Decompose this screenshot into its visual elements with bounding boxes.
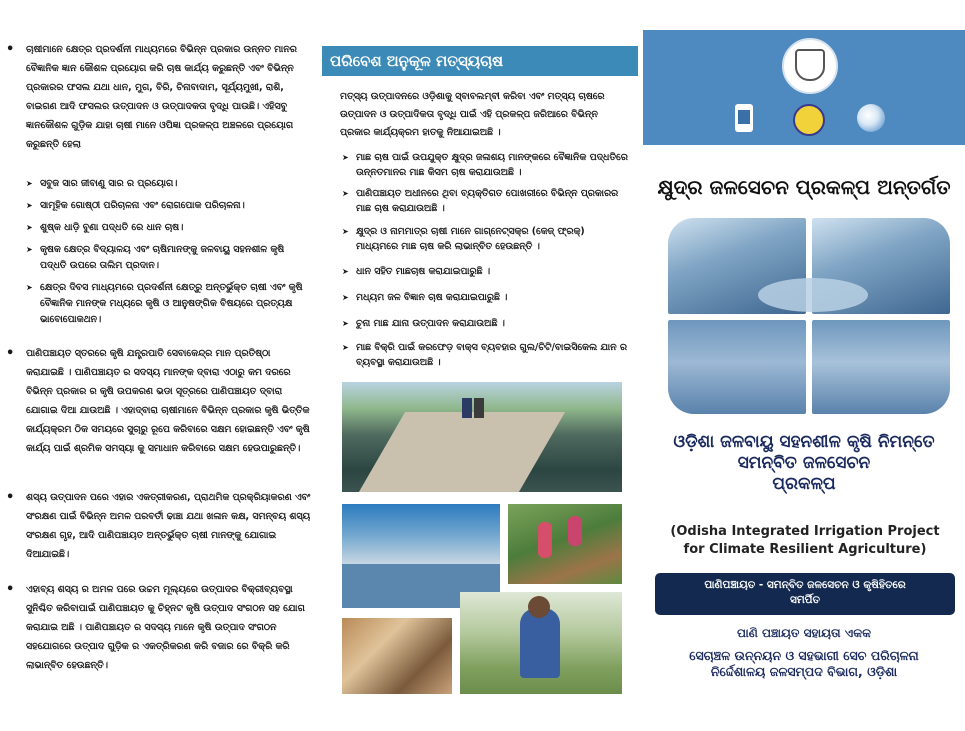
project-title: କ୍ଷୁଦ୍ର ଜଳସେଚନ ପ୍ରକଳ୍ପ ଅନ୍ତର୍ଗତ <box>657 175 951 199</box>
bullet-icon: • <box>6 42 15 57</box>
pani-panchayat-banner-line: ପାଣିପଞ୍ଚାୟତ - ସମନ୍ବିତ ଜଳସେଚନ ଓ କୃଷିହିତରେ <box>704 579 906 591</box>
odisha-emblem-icon <box>782 38 838 94</box>
arrow-icon: ➤ <box>26 283 33 292</box>
directorate-label <box>643 648 965 680</box>
arrow-icon: ➤ <box>26 179 33 188</box>
farmer-woman-photo <box>460 592 622 694</box>
project-name-english <box>655 523 955 559</box>
project-name-english-line: for Climate Resilient Agriculture) <box>683 542 927 557</box>
sub-list-item <box>26 198 312 214</box>
logo-seal-icon <box>793 104 825 136</box>
fish-catch-photo <box>342 618 452 694</box>
section-intro: ମତ୍ସ୍ୟ ଉତ୍ପାଦନରେ ଓଡ଼ିଶାକୁ ସ୍ବାବଲମ୍ବୀ କରିବା ଏବଂ ମତ୍ସ୍ୟ ଚାଷରେ ଉତ୍ପାଦନ ଓ ଉତ୍ପାଦିକତା ବୃଦ୍ଧି ପାଇଁ ଏହି ପ୍ରକଳ୍ପ ଜରିଆରେ ବିଭିନ୍ନ ପ୍ରକାର କାର୍ଯ୍ୟକ୍ରମ ହାତକୁ ନିଆଯାଇଅଛି । <box>340 91 605 138</box>
list-item-text: ଶସ୍ୟ ଉତ୍ପାଦନ ପରେ ଏହାର ଏକତ୍ରୀକରଣ, ପ୍ରାଥମିକ ପ୍ରକ୍ରିୟାକରଣ ଏବଂ ସଂରକ୍ଷଣ ପାଇଁ ବିଭିନ୍ନ ଅମଳ ପରବର୍ତୀ ଢାଞ୍ଚା ଯଥା ଖଳାନ କକ୍ଷ, ସମନ୍ବୟ ଶସ୍ୟ ସଂରକ୍ଷଣ ଗୃହ, ଆଦି ପାଣିପଞ୍ଚାୟତ ଅନ୍ତର୍ଭୁକ୍ତ ଚାଷୀ ମାନଙ୍କୁ ଯୋଗାଇ ଦିଆଯାଇଛି। <box>26 492 311 560</box>
list-item <box>342 316 628 331</box>
woman-head <box>528 596 550 618</box>
list-item-text: ମାଛ ଚାଷ ପାଇଁ ଉପଯୁକ୍ତ କ୍ଷୁଦ୍ର ଜଳାଶୟ ମାନଙ୍କରେ ବୈଜ୍ଞାନିକ ପଦ୍ଧତିରେ ଉନ୍ନତମାନର ମାଛ କିସମ ଚାଷ କରାଯାଉଅଛି । <box>356 152 628 178</box>
shrimp-hero-image <box>668 218 950 414</box>
woman-figure <box>520 608 560 678</box>
project-name-odia-line: ଓଡ଼ିଶା ଜଳବାୟୁ ସହନଶୀଳ କୃଷି ନିମନ୍ତେ <box>673 432 935 452</box>
arrow-icon: ➤ <box>342 343 349 352</box>
sub-list-item-text: ଶୁଷ୍କ ଧାଡ଼ି ବୁଣା ପଦ୍ଧତି ରେ ଧାନ ଚାଷ। <box>40 222 184 233</box>
irrigation-channel-photo <box>342 382 622 492</box>
sub-list-item-text: ସାମୂହିକ ଗୋଷ୍ଠୀ ପରିଚାଳନା ଏବଂ ରୋଗପୋକ ପରିଚାଳନା। <box>40 200 245 211</box>
arrow-icon: ➤ <box>342 293 349 302</box>
list-item <box>342 340 628 370</box>
sub-list-item-text: ସବୁଜ ସାର ଜୀବାଣୁ ସାର ର ପ୍ରୟୋଗ। <box>40 178 178 189</box>
list-item <box>6 40 311 154</box>
list-item-text: କ୍ଷୁଦ୍ର ଓ ନାମମାତ୍ର ଚାଷୀ ମାନେ ଗାଗ୍ନେଟ୍ସକ୍ର (କେଜ୍ ଫ୍ରକ୍) ମାଧ୍ୟମରେ ମାଛ ଚାଷ କରି ଲାଭାନ୍ବିତ ହେଉଛନ୍ତି । <box>356 226 585 252</box>
directorate-line: ନିର୍ଦ୍ଦେଶାଳୟ ଜଳସମ୍ପଦ ବିଭାଗ, ଓଡ଼ିଶା <box>710 664 898 679</box>
bullet-icon: • <box>6 346 15 361</box>
list-item-text: ଏହାବ୍ୟ ଶସ୍ୟ ର ଅମଳ ପରେ ଉଚ୍ଚମ ମୂଲ୍ୟରେ ଉତ୍ପାଦର ବିକ୍ରୀବ୍ୟବସ୍ଥା ସୁନିଶ୍ଚିତ କରିବାପାଇଁ ପାଣିପଞ୍ଚାୟତ କୁ ଚିହ୍ନଟ କୃଷି ଉତ୍ପାଦ ସଂଗଠନ ସହ ଯୋଗ କରାଯାଇ ଅଛି । ପାଣିପଞ୍ଚାୟତ ର ସଦସ୍ୟ ମାନେ କୃଷି ଉତ୍ପାଦ ସଂଗଠନ ସହଯୋଗରେ ଉତ୍ପାଦ ଗୁଡ଼ିକ ର ଏକତ୍ରିକରଣ କରି ବଜାର ରେ ବିକ୍ରି କରି ଲାଭାନ୍ବିତ ହେଉଛନ୍ତି। <box>26 584 305 671</box>
arrow-icon: ➤ <box>342 189 349 198</box>
sub-list-item <box>26 220 312 236</box>
list-item <box>342 264 628 279</box>
list-item-text: ଚୁନା ମାଛ ଯାନା ଉତ୍ପାଦନ କରାଯାଉଅଛି । <box>356 318 505 329</box>
sub-list-item <box>26 176 312 192</box>
sub-list-item-text: କୃଷକ କ୍ଷେତ୍ର ବିଦ୍ୟାଳୟ ଏବଂ ଚାଷିମାନଙ୍କୁ ଜଳବାୟୁ ସହନଶୀଳ କୃଷି ପଦ୍ଧତି ଉପରେ ତାଲିମ ପ୍ରଦାନ। <box>40 244 285 271</box>
project-name-odia <box>643 432 965 495</box>
logo-cadaf-icon <box>735 104 753 132</box>
sub-list-item <box>26 242 312 274</box>
directorate-line: ସେଚାଞ୍ଚଳ ଉନ୍ନୟନ ଓ ସହଭାଗୀ ସେଚ ପରିଚାଳନା <box>689 648 919 663</box>
farmer-figure <box>568 516 582 546</box>
arrow-icon: ➤ <box>26 245 33 254</box>
pani-panchayat-banner-line: ସମର୍ପିତ <box>789 594 821 606</box>
list-item <box>6 344 311 458</box>
list-item-text: ମାଛ ବିକ୍ରି ପାଇଁ କରଫେଡ଼ ବାକ୍ସ ବ୍ୟବହାର ଗୁଲ/ଚିଟି/ବାଇସିକେଲ ଯାନ ର ବ୍ୟବସ୍ଥା କରାଯାଉଅଛି । <box>356 342 627 368</box>
hero-image-quadrant <box>668 320 806 414</box>
person-figure <box>474 398 484 418</box>
shrimp-shape <box>758 278 868 312</box>
canal-walkway <box>359 412 565 492</box>
list-item <box>342 224 628 254</box>
list-item <box>342 150 628 180</box>
pani-panchayat-banner <box>655 573 955 615</box>
support-unit-label: ପାଣି ପଞ୍ଚାୟତ ସହାୟତା ଏକକ <box>737 626 871 640</box>
list-item-text: ଧାନ ସହିତ ମାଛଚାଷ କରାଯାଇପାରୁଛି । <box>356 266 491 277</box>
bullet-icon: • <box>6 582 15 597</box>
farmer-figure <box>538 522 552 558</box>
section-heading: ପରିବେଶ ଅନୁକୂଳ ମତ୍ସ୍ୟଚାଷ <box>322 46 638 76</box>
person-figure <box>462 398 472 418</box>
arrow-icon: ➤ <box>342 319 349 328</box>
project-name-odia-line: ସମନ୍ବିତ ଜଳସେଚନ <box>737 453 871 473</box>
sub-list-item-text: କ୍ଷେତ୍ର ଦିବସ ମାଧ୍ୟମରେ ପ୍ରଦର୍ଶନୀ କ୍ଷେତ୍ରୁ ଅନ୍ତର୍ଭୁକ୍ତ ଚାଷୀ ଏବଂ କୃଷି ବୈଜ୍ଞାନିକ ମାନଙ୍କ ମଧ୍ୟରେ କୃଷି ଓ ଆନୁଷଙ୍ଗିକ ବିଷୟରେ ପ୍ରତ୍ୟକ୍ଷ ଭାବୋପୋକଥନ। <box>40 282 303 325</box>
list-item <box>6 488 311 564</box>
sub-list-item <box>26 280 312 328</box>
arrow-icon: ➤ <box>342 153 349 162</box>
bullet-icon: • <box>6 490 15 505</box>
list-item-text: ମଧ୍ୟମ ଜଳ ବିଜ୍ଞାନ ଚାଷ କରାଯାଇପାରୁଛି । <box>356 292 508 303</box>
arrow-icon: ➤ <box>342 227 349 236</box>
arrow-icon: ➤ <box>342 267 349 276</box>
paddy-field-photo <box>508 504 622 584</box>
hero-image-quadrant <box>812 320 950 414</box>
project-name-odia-line: ପ୍ରକଳ୍ପ <box>772 474 836 494</box>
list-item <box>342 186 628 216</box>
logo-globe-icon <box>857 104 885 132</box>
arrow-icon: ➤ <box>26 223 33 232</box>
project-name-english-line: (Odisha Integrated Irrigation Project <box>670 524 940 539</box>
list-item-text: ପାଣିପଞ୍ଚାୟତ ଅଧୀନରେ ଥିବା ବ୍ୟକ୍ତିଗତ ପୋଖରୀରେ ବିଭିନ୍ନ ପ୍ରକାରର ମାଛ ଚାଷ କରାଯାଉଅଛି । <box>356 188 619 214</box>
list-item-text: ପାଣିପଞ୍ଚାୟତ ସ୍ତରରେ କୃଷି ଯନ୍ତ୍ରପାତି ସେବାକେନ୍ଦ୍ର ମାନ ପ୍ରତିଷ୍ଠା କରାଯାଇଛି । ପାଣିପଞ୍ଚାୟତ ର ସଦସ୍ୟ ମାନଙ୍କ ଦ୍ବାରା ଏଠାରୁ କମ ଦରରେ ବିଭିନ୍ନ ପ୍ରକାର ର କୃଷି ଉପକରଣ ଭଡା ସୂତ୍ରରେ ପାଣିପଞ୍ଚାୟତ ଦ୍ବାରା ଯୋଗାଇ ଦିଆ ଯାଉଅଛି । ଏହାଦ୍ବାରା ଚାଷୀମାନେ ବିଭିନ୍ନ ପ୍ରକାର କୃଷି ଭିତ୍ତିକ କାର୍ଯ୍ୟକ୍ରମ ଠିକ ସମୟରେ ସୁଚାରୁ ରୂପେ କରିବାରେ ସକ୍ଷମ ହୋଇଛନ୍ତି ଏବଂ କୃଷି କାର୍ଯ୍ୟ ପାଇଁ ଶ୍ରମିକ ସମସ୍ୟା କୁ ସମାଧାନ କରିବାରେ ସକ୍ଷମ ହେଉପାରୁଛନ୍ତି। <box>26 348 310 454</box>
list-item <box>6 580 311 675</box>
list-item-text: ଚାଷୀମାନେ କ୍ଷେତ୍ର ପ୍ରଦର୍ଶନୀ ମାଧ୍ୟମରେ ବିଭିନ୍ନ ପ୍ରକାର ଉନ୍ନତ ମାନର ବୈଜ୍ଞାନିକ ଜ୍ଞାନ କୌଶଳ ପ୍ରୟୋଗ କରି ଚାଷ କାର୍ଯ୍ୟ କରୁଛନ୍ତି ଏବଂ ବିଭିନ୍ନ ପ୍ରକାରର ଫସଲ ଯଥା ଧାନ, ମୁଗ, ବିରି, ଚିନାବାଦାମ, ସୂର୍ଯ୍ୟମୁଖୀ, ରାଶି, ବାଇଗଣ ଆଦି ଫସଲର ଉତ୍ପାଦନ ଓ ଉତ୍ପାଦକତା ବୃଦ୍ଧି ପାଉଛି। ଏହିସବୁ ଜ୍ଞାନକୌଶଳ ଗୁଡ଼ିକ ଯାହା ଚାଷୀ ମାନେ ଓପିଜ୍ଞା ପ୍ରକଳ୍ପ ଅଞ୍ଚଳରେ ପ୍ରୟୋଗ କରୁଛନ୍ତି ହେଲା <box>26 44 297 150</box>
arrow-icon: ➤ <box>26 201 33 210</box>
list-item <box>342 290 628 305</box>
